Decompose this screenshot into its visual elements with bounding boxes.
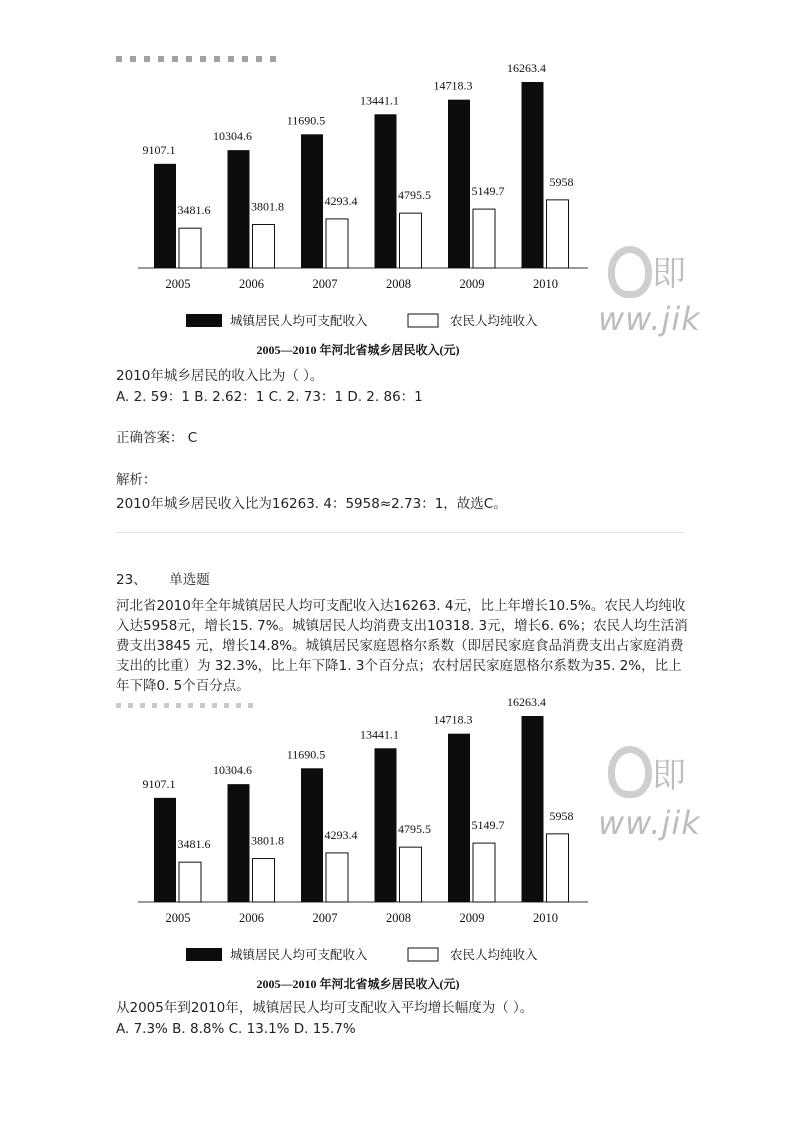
q22-answer-value: C [187,430,198,446]
urban-income-label: 10304.6 [213,129,252,144]
rural-income-label: 4795.5 [398,188,431,203]
urban-income-bar [228,784,250,902]
urban-income-bar [301,768,323,902]
watermark-logo-icon [608,246,652,298]
rural-income-bar [473,843,495,902]
q22-analysis: 2010年城乡居民收入比为16263. 4：5958≈2.73：1，故选C。 [116,496,507,512]
chart-title: 2005—2010 年河北省城乡居民收入(元) [256,343,460,357]
legend-rural-swatch [408,948,438,961]
rural-income-bar [253,859,275,902]
rural-income-bar [326,219,348,268]
urban-income-label: 9107.1 [142,776,176,791]
rural-income-bar [547,834,569,902]
rural-income-bar [179,862,201,902]
rural-income-label: 4795.5 [398,822,431,837]
income-chart-2 [110,696,710,1006]
urban-income-label: 11690.5 [286,113,326,128]
rural-income-label: 3801.8 [251,833,284,848]
rural-income-label: 3481.6 [177,837,211,852]
q23-passage: 河北省2010年全年城镇居民人均可支配收入达16263. 4元，比上年增长10.5%。农民人均纯收入达5958元，增长15. 7%。城镇居民人均消费支出10318. 3元，增长6. 6%；农民人均生活消费支出3845 元，增长14.8%。城镇居民家庭恩格尔系数（即居民家庭食品消费支出占家庭消费支出的比重）为 32.3%，比上年下降1. 3个百分点；农村居民家庭恩格尔系数为35. 2%，比上年下降0. 5个百分点。 [116,598,688,694]
rural-income-bar [179,228,201,268]
rural-income-bar [473,209,495,268]
watermark-url-text: ww.jik [598,300,701,338]
urban-income-label: 14718.3 [433,78,473,93]
x-tick-label: 2008 [386,277,411,291]
legend-urban-swatch [186,948,222,961]
rural-income-label: 4293.4 [324,193,358,208]
urban-income-bar [522,82,544,268]
urban-income-bar [375,748,397,902]
q22-options: A. 2. 59：1 B. 2.62：1 C. 2. 73：1 D. 2. 86：1 [116,389,423,405]
x-tick-label: 2007 [312,911,338,925]
urban-income-label: 14718.3 [433,712,473,727]
rural-income-label: 5149.7 [471,184,505,199]
watermark-cn-text: 即 [652,254,686,294]
q22-answer-row [116,428,197,448]
q23-stem: 从2005年到2010年，城镇居民人均可支配收入平均增长幅度为（ ）。 [116,1000,534,1016]
q23-options: A. 7.3% B. 8.8% C. 13.1% D. 15.7% [116,1021,356,1037]
urban-income-label: 11690.5 [286,747,326,762]
rural-income-label: 5958 [549,808,574,823]
urban-income-bar [154,798,176,902]
x-tick-label: 2005 [165,277,191,291]
rural-income-label: 5149.7 [471,818,505,833]
urban-income-label: 16263.4 [507,696,546,709]
legend-rural-swatch [408,314,438,327]
urban-income-bar [448,734,470,902]
rural-income-bar [547,200,569,268]
q22-analysis-label: 解析： [116,472,157,488]
urban-income-label: 9107.1 [142,142,176,157]
watermark-cn-text-2: 即 [652,756,686,796]
legend-urban-label: 城镇居民人均可支配收入 [230,314,368,328]
x-tick-label: 2008 [386,911,411,925]
question-divider [116,532,684,533]
rural-income-bar [326,853,348,902]
x-tick-label: 2010 [533,277,558,291]
legend-urban-label: 城镇居民人均可支配收入 [230,948,368,962]
urban-income-bar [301,134,323,268]
x-tick-label: 2007 [312,277,338,291]
urban-income-bar [448,100,470,268]
watermark-url-text-2: ww.jik [598,804,701,842]
urban-income-bar [154,164,176,268]
income-chart-2-svg [110,696,710,1006]
x-tick-label: 2006 [239,277,264,291]
urban-income-label: 10304.6 [213,763,252,778]
x-tick-label: 2009 [459,911,485,925]
q23-type: 单选题 [169,572,210,588]
rural-income-bar [400,847,422,902]
urban-income-bar [228,150,250,268]
rural-income-label: 4293.4 [324,827,358,842]
legend-rural-label: 农民人均纯收入 [450,314,538,328]
q23-number: 23、 [116,572,147,588]
rural-income-label: 3801.8 [251,199,284,214]
x-tick-label: 2006 [239,911,264,925]
urban-income-label: 13441.1 [360,93,399,108]
rural-income-label: 5958 [549,174,574,189]
rural-income-bar [253,225,275,268]
urban-income-bar [522,716,544,902]
q23-header [116,570,210,590]
q22-answer-label: 正确答案： [116,430,184,446]
rural-income-bar [400,213,422,268]
q22-stem: 2010年城乡居民的收入比为（ ）。 [116,368,324,384]
legend-urban-swatch [186,314,222,327]
urban-income-label: 13441.1 [360,727,399,742]
legend-rural-label: 农民人均纯收入 [450,948,538,962]
watermark-logo-icon-2 [608,746,652,798]
rural-income-label: 3481.6 [177,203,211,218]
x-tick-label: 2010 [533,911,558,925]
urban-income-label: 16263.4 [507,62,546,75]
x-tick-label: 2005 [165,911,191,925]
x-tick-label: 2009 [459,277,485,291]
chart-title: 2005—2010 年河北省城乡居民收入(元) [256,977,460,991]
urban-income-bar [375,114,397,268]
